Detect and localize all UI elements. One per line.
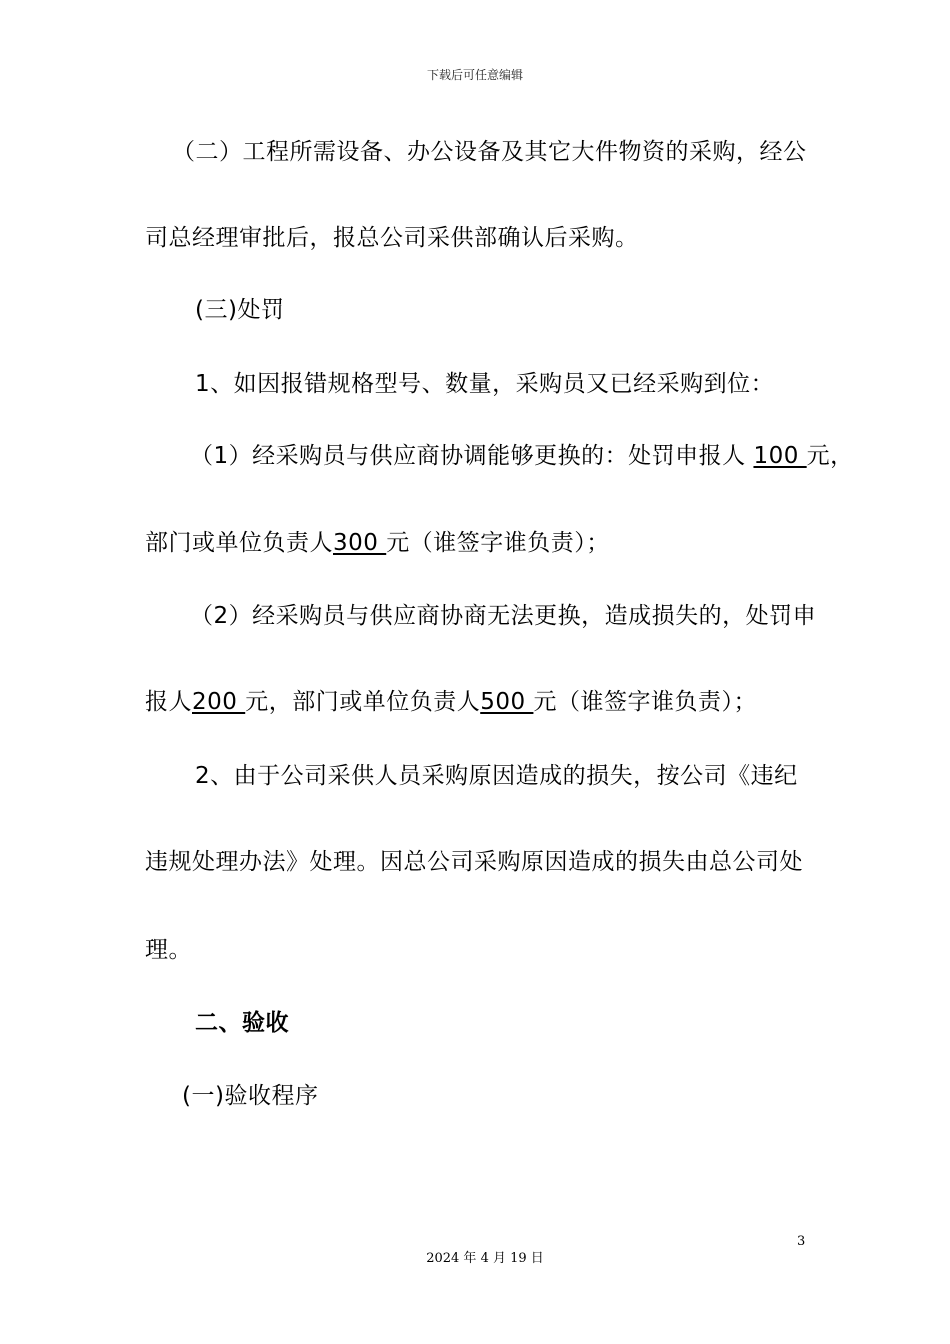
text-run: 元（谁签字谁负责）；	[386, 530, 610, 556]
text-run: 元，	[806, 443, 854, 469]
text-run: 元，部门或单位负责人	[245, 689, 481, 715]
page-header: 下载后可任意编辑	[426, 68, 523, 82]
penalty-amount: 200	[192, 689, 246, 715]
paragraph-line: （二）工程所需设备、办公设备及其它大件物资的采购，经公	[172, 139, 807, 165]
paragraph-line: 2、由于公司采供人员采购原因造成的损失，按公司《违纪	[195, 763, 798, 789]
section-heading: 二、验收	[195, 1010, 289, 1036]
paragraph-line: 1、如因报错规格型号、数量，采购员又已经采购到位：	[195, 371, 775, 397]
paragraph-line	[145, 527, 610, 559]
subsection-heading: (一)验收程序	[182, 1083, 319, 1109]
paragraph-line	[190, 440, 854, 472]
text-run: 报人	[145, 689, 192, 715]
text-run: （1）经采购员与供应商协调能够更换的：处罚申报人	[190, 443, 754, 469]
text-run: 部门或单位负责人	[145, 530, 333, 556]
penalty-amount: 300	[333, 530, 387, 556]
paragraph-line: 理。	[145, 937, 192, 963]
text-run: 元（谁签字谁负责）；	[533, 689, 757, 715]
paragraph-line: （2）经采购员与供应商协商无法更换，造成损失的，处罚申	[190, 603, 817, 629]
paragraph-line	[145, 686, 757, 718]
page-footer-date: 2024 年 4 月 19 日	[426, 1251, 544, 1266]
paragraph-line: 违规处理办法》处理。因总公司采购原因造成的损失由总公司处	[145, 849, 803, 875]
penalty-amount: 100	[753, 443, 807, 469]
page-number: 3	[797, 1234, 806, 1249]
paragraph-line: 司总经理审批后，报总公司采供部确认后采购。	[145, 225, 639, 251]
penalty-amount: 500	[480, 689, 534, 715]
section-heading: (三)处罚	[195, 297, 285, 323]
